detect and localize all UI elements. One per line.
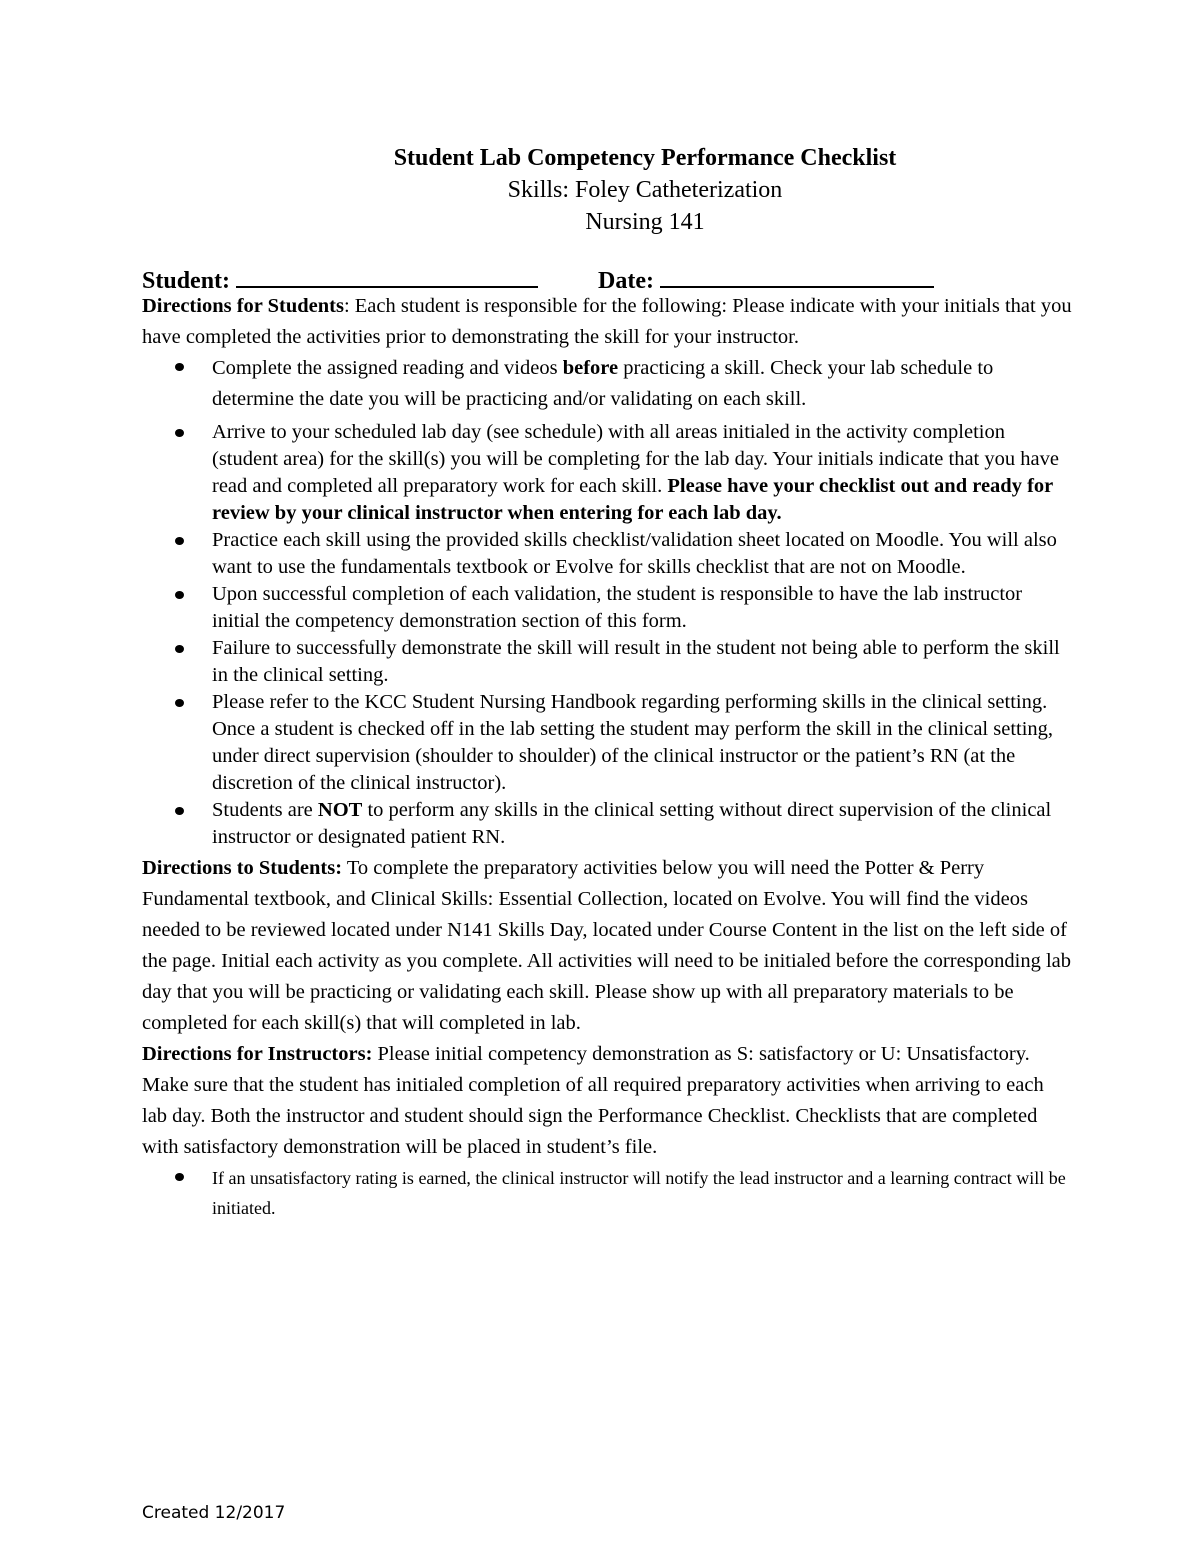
list-item-bold: NOT	[317, 799, 363, 821]
list-item-text: Practice each skill using the provided skills checklist/validation sheet located on Moodle. You will also want to use the fundamentals textbook or Evolve for skills checklist that are not on Moodle.	[212, 529, 1057, 578]
students-directions-2-heading: Directions to Students:	[142, 857, 343, 879]
bullet-icon	[175, 429, 184, 437]
bullet-icon	[175, 645, 184, 653]
instructors-directions-text: Please initial competency demonstration as S: satisfactory or U: Unsatisfactory. Make sure that the student has initialed completion of all required preparatory activities when arriving to each lab day. Both the instructor and student should sign the Performance Checklist. Checklists that are completed with satisfactory demonstration will be placed in student’s file.	[142, 1043, 1044, 1158]
list-item	[142, 353, 1072, 415]
course-subtitle: Nursing 141	[585, 209, 705, 235]
students-directions-heading: Directions for Students	[142, 295, 344, 317]
student-label: Student:	[142, 268, 231, 294]
list-item-text: Please refer to the KCC Student Nursing Handbook regarding performing skills in the clinical setting. Once a student is checked off in the lab setting the student may perform the skill in the clinical setting, under direct supervision (shoulder to shoulder) of the clinical instructor or the patient’s RN (at the discretion of the clinical instructor).	[212, 691, 1054, 794]
instructors-directions-list	[142, 1163, 1072, 1223]
bullet-icon	[175, 1173, 184, 1181]
bullet-icon	[175, 537, 184, 545]
list-item-text: Complete the assigned reading and videos	[212, 357, 563, 379]
students-directions-2-text: To complete the preparatory activities below you will need the Potter & Perry Fundamental textbook, and Clinical Skills: Essential Collection, located on Evolve. You will find the videos needed to be reviewed located under N141 Skills Day, located under Course Content in the list on the left side of the page. Initial each activity as you complete. All activities will need to be initialed before the corresponding lab day that you will be practicing or validating each skill. Please show up with all preparatory materials to be completed for each skill(s) that will completed in lab.	[142, 857, 1072, 1034]
students-directions-text: : Each student is responsible for the following: Please indicate with your initials that you have completed the activities prior to demonstrating the skill for your instructor.	[142, 295, 1072, 348]
list-item	[142, 527, 1072, 581]
list-item-text: Failure to successfully demonstrate the skill will result in the student not being able to perform the skill in the clinical setting.	[212, 637, 1060, 686]
list-item	[142, 1163, 1072, 1223]
list-item	[142, 635, 1072, 689]
students-directions-intro	[142, 291, 1072, 353]
list-item-text: If an unsatisfactory rating is earned, the clinical instructor will notify the lead instructor and a learning contract will be initiated.	[212, 1168, 1066, 1218]
skills-subtitle: Skills: Foley Catheterization	[507, 177, 783, 203]
list-item-bold: before	[562, 357, 619, 379]
list-item-text: practicing a skill. Check your lab schedule to determine the date you will be practicing and/or validating on each skill.	[212, 357, 994, 410]
title-block	[0, 142, 1200, 238]
list-item	[142, 419, 1072, 527]
bullet-icon	[175, 699, 184, 707]
bullet-icon	[175, 363, 184, 371]
list-item-text: to perform any skills in the clinical setting without direct supervision of the clinical instructor or designated patient RN.	[212, 799, 1052, 848]
body-text	[142, 291, 1072, 1223]
date-label: Date:	[598, 268, 654, 294]
list-item-text: Arrive to your scheduled lab day (see schedule) with all areas initialed in the activity completion (student area) for the skill(s) you will be completing for the lab day. Your initials indicate that you have read and completed all preparatory work for each skill.	[212, 421, 1059, 497]
students-directions-list	[142, 353, 1072, 851]
footer-created-date: Created 12/2017	[142, 1503, 286, 1523]
instructors-directions	[142, 1039, 1072, 1163]
list-item	[142, 581, 1072, 635]
list-item-text: Upon successful completion of each validation, the student is responsible to have the lab instructor initial the competency demonstration section of this form.	[212, 583, 1023, 632]
document-title: Student Lab Competency Performance Checklist	[393, 145, 897, 171]
date-blank[interactable]	[660, 262, 934, 288]
students-directions-2	[142, 853, 1072, 1039]
list-item	[142, 797, 1072, 851]
student-name-blank[interactable]	[236, 262, 538, 288]
bullet-icon	[175, 591, 184, 599]
bullet-icon	[175, 807, 184, 815]
list-item-text: Students are	[212, 799, 318, 821]
list-item-bold: Please have your checklist out and ready for review by your clinical instructor when entering for each lab day.	[212, 475, 1053, 524]
instructors-directions-heading: Directions for Instructors:	[142, 1043, 373, 1065]
list-item	[142, 689, 1072, 797]
